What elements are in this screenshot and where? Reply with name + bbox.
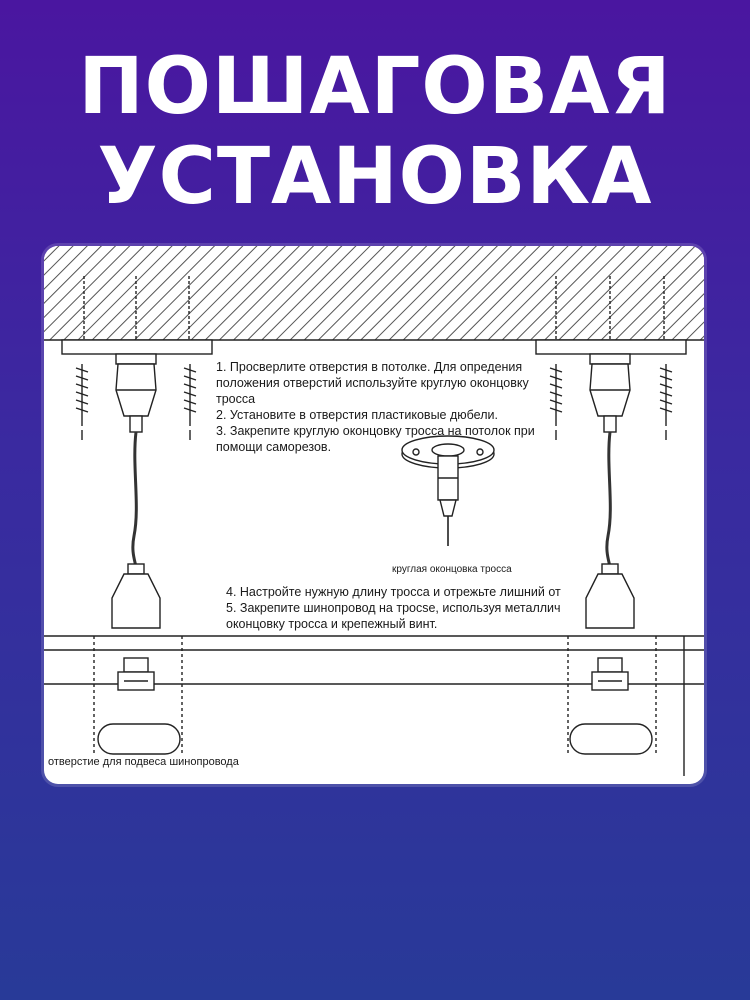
heading-line-2: УСТАНОВКА [97, 132, 653, 222]
installation-diagram-panel [44, 246, 704, 784]
right-mounting-hole [570, 724, 652, 754]
step-5-line-2: оконцовку тросса и крепежный винт. [226, 617, 438, 631]
right-screw-2 [660, 364, 672, 440]
left-screw-1 [76, 364, 88, 440]
step-1-line-2: положения отверстий используйте круглую оконцовку [216, 376, 529, 390]
right-cable [607, 432, 610, 572]
round-cable-fitting-illustration [402, 436, 494, 546]
right-top-fitting [590, 354, 630, 432]
step-5-line-1: 5. Закрепите шинопровод на тросse, используя металлич [226, 601, 561, 615]
step-4: 4. Настройте нужную длину тросса и отрежьте лишний от [226, 585, 561, 599]
instruction-text [48, 360, 561, 768]
right-screw-1 [550, 364, 562, 440]
hole-label: отверстие для подвеса шинопровода [48, 756, 239, 768]
step-1-line-1: 1. Просверлите отверстия в потолке. Для опредения [216, 360, 523, 374]
fitting-label: круглая оконцовка тросса [392, 564, 512, 575]
left-screw-2 [184, 364, 196, 440]
heading-line-1: ПОШАГОВАЯ [78, 42, 672, 132]
ceiling-slab [44, 246, 704, 340]
left-cable [133, 432, 136, 572]
track-rail [44, 636, 704, 776]
page-heading [0, 42, 750, 222]
step-3-line-1: 3. Закрепите круглую оконцовку тросса на потолок при [216, 424, 535, 438]
step-3-line-2: помощи саморезов. [216, 440, 332, 454]
left-bottom-fitting [112, 564, 160, 628]
left-top-fitting [116, 354, 156, 432]
step-2: 2. Установите в отверстия пластиковые дюбели. [216, 408, 498, 422]
left-mounting-hole [98, 724, 180, 754]
right-bottom-fitting [586, 564, 634, 628]
step-1-line-3: тросса [216, 392, 256, 406]
installation-diagram [44, 246, 704, 784]
